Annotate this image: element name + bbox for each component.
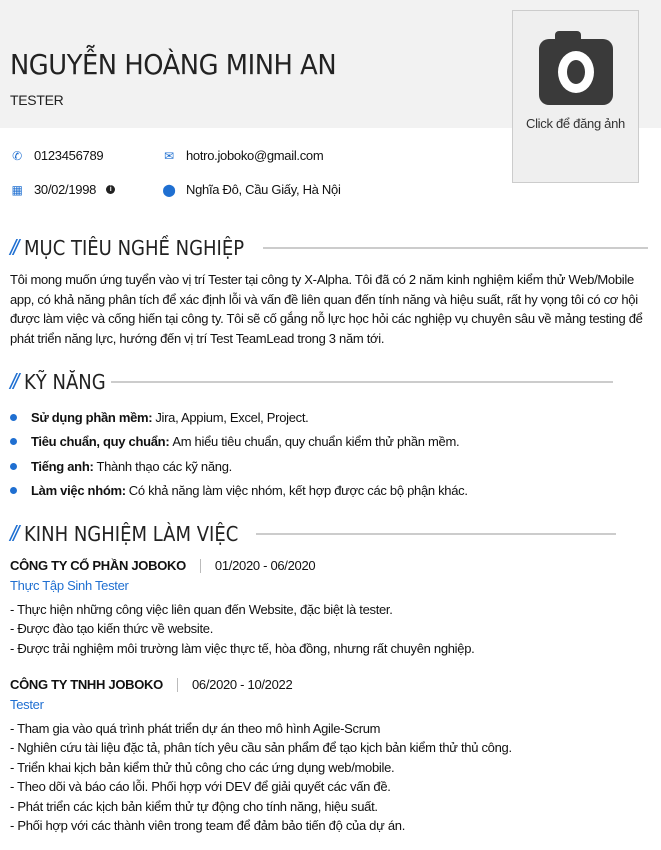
job-bullet: - Được đào tạo kiến thức về website. [10,621,214,637]
skill-label: Tiêu chuẩn, quy chuẩn: [31,434,170,450]
phone-icon: ✆ [12,148,22,163]
photo-upload[interactable] [512,10,639,183]
job-bullet: - Tham gia vào quá trình phát triển dự án theo mô hình Agile-Scrum [10,721,381,736]
info-icon[interactable]: i [106,185,115,194]
skill-text: Am hiểu tiêu chuẩn, quy chuẩn kiểm thử phần mềm. [172,434,460,450]
candidate-name: NGUYỄN HOÀNG MINH AN [10,48,337,81]
slash-icon: // [10,369,17,394]
job-bullet: - Thực hiện những công việc liên quan đến Website, đặc biệt là tester. [10,602,393,617]
address-text: Nghĩa Đô, Cầu Giấy, Hà Nội [186,182,341,197]
skill-item [10,479,468,504]
skill-text: Có khả năng làm việc nhóm, kết hợp được các bộ phận khác. [128,483,468,499]
section-title: KINH NGHIỆM LÀM VIỆC [24,522,239,546]
job-bullet: - Nghiên cứu tài liệu đặc tả, phân tích yêu cầu sản phẩm để tạo kịch bản kiểm thử thủ công. [10,740,512,756]
company-name: CÔNG TY TNHH JOBOKO [10,677,163,692]
photo-caption: Click để đăng ảnh [526,116,625,131]
section-experience-heading [10,521,648,547]
skill-label: Sử dụng phần mềm: [31,409,153,425]
skill-text: Thành thạo các kỹ năng. [96,458,232,474]
contact-phone [10,148,103,163]
envelope-icon: ✉ [164,148,174,163]
job-bullets [10,600,474,658]
email-text: hotro.joboko@gmail.com [186,148,324,163]
map-pin-icon: ⬤ [162,182,176,197]
section-title: KỸ NĂNG [24,370,106,394]
job-bullet: - Được trải nghiệm môi trường làm việc thực tế, hòa đồng, nhưng rất chuyên nghiệp. [10,640,475,656]
section-skills-heading [10,369,648,395]
divider [256,533,616,535]
objective-text: Tôi mong muốn ứng tuyển vào vị trí Tester tại công ty X-Alpha. Tôi đã có 2 năm kinh nghiệm kiểm thử Web/Mobile app, có khả năng phân tích để xác định lỗi và vấn đề liên quan đến tính năng và hiệu suất, rất hy vọng tôi có cơ hội được làm việc và cống hiến tại công ty. Tôi sẽ cố gắng nỗ lực học hỏi các nghiệp vụ chuyên sâu về mảng testing để phát triển năng lực, hướng đến vị trí Test TeamLead trong 3 năm tới. [10,272,643,346]
job-header [10,677,292,692]
job-header [10,558,315,573]
candidate-title: TESTER [10,92,64,108]
company-name: CÔNG TY CỔ PHẦN JOBOKO [10,558,186,573]
birthday-text: 30/02/1998 [34,182,97,197]
camera-icon [539,25,613,109]
job-bullets [10,719,512,835]
job-period: 06/2020 - 10/2022 [191,677,293,692]
job-bullet: - Phát triển các kịch bản kiểm thử tự động cho tính năng, hiệu suất. [10,798,378,814]
skills-list [10,405,468,503]
job-bullet: - Theo dõi và báo cáo lỗi. Phối hợp với DEV để giải quyết các vấn đề. [10,779,391,795]
skill-label: Tiếng anh: [31,458,94,474]
section-title: MỤC TIÊU NGHỀ NGHIỆP [24,236,245,260]
job-period: 01/2020 - 06/2020 [214,558,316,573]
skill-item [10,405,468,430]
slash-icon: // [10,521,17,546]
slash-icon: // [10,235,17,260]
divider [263,247,648,249]
contact-address [162,182,341,197]
job-role: Tester [10,697,44,712]
skill-item [10,430,468,455]
contact-birthday [10,182,115,197]
skill-text: Jira, Appium, Excel, Project. [155,409,309,425]
phone-text: 0123456789 [34,148,104,163]
skill-item [10,454,468,479]
cake-icon: ▦ [11,182,23,197]
job-role: Thực Tập Sinh Tester [10,578,129,593]
skill-label: Làm việc nhóm: [31,483,126,499]
contact-email [162,148,323,163]
job-bullet: - Triển khai kịch bản kiểm thử thủ công cho các ứng dụng web/mobile. [10,759,395,775]
divider [111,381,613,383]
job-bullet: - Phối hợp với các thành viên trong team để đảm bảo tiến độ của dự án. [10,818,406,834]
section-objective-heading [10,235,648,261]
